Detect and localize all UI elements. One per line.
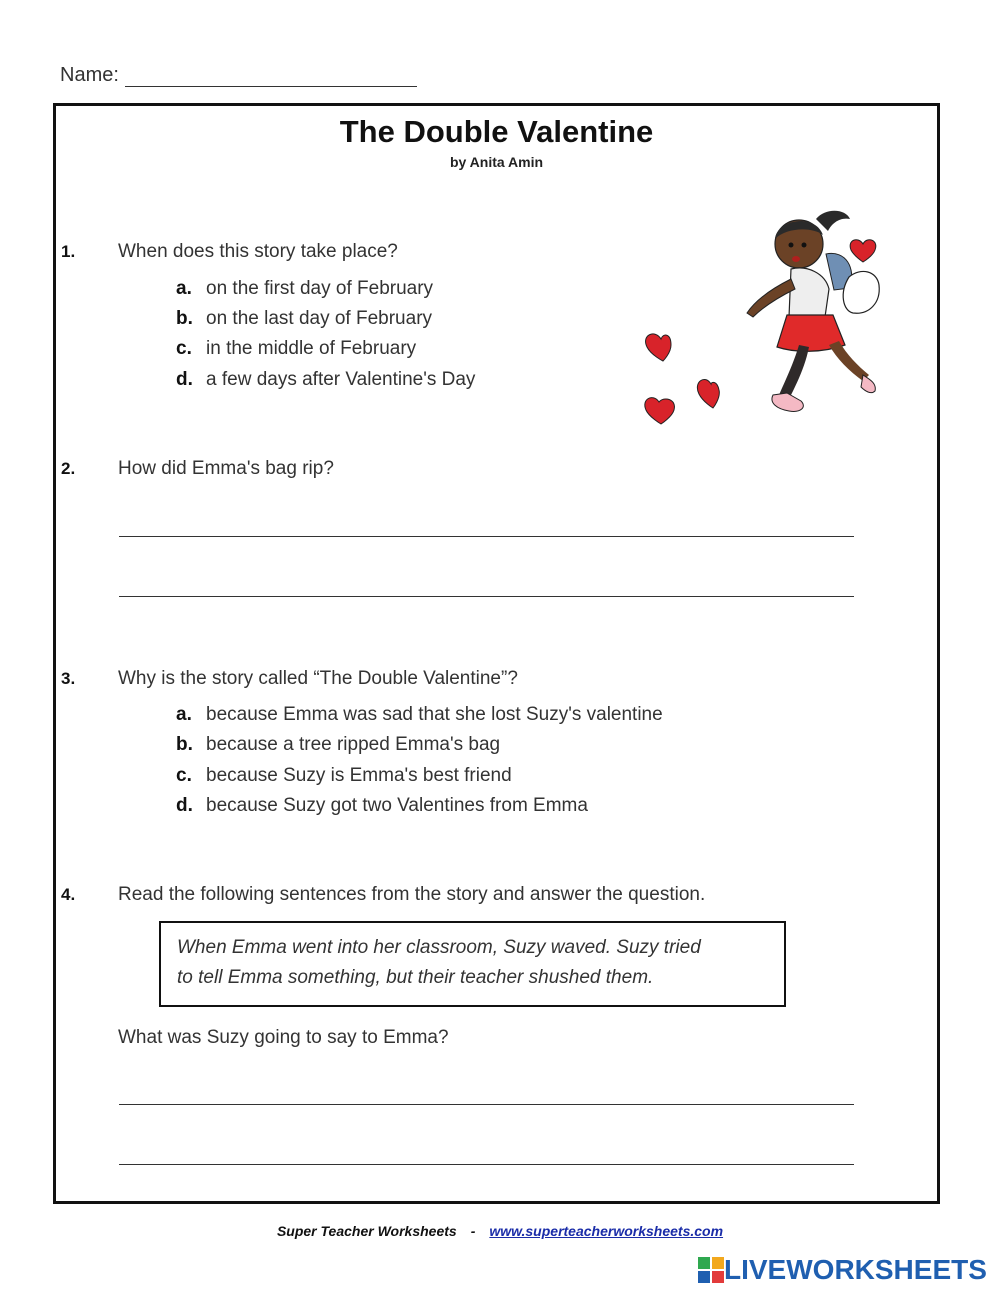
liveworksheets-logo <box>698 1254 987 1286</box>
option-text: in the middle of February <box>206 338 417 359</box>
quote-line: to tell Emma something, but their teacher shushed them. <box>177 967 654 988</box>
answer-option[interactable] <box>176 734 500 756</box>
option-text: on the last day of February <box>206 308 433 329</box>
footer-link[interactable]: www.superteacherworksheets.com <box>489 1223 724 1239</box>
question-number: 2. <box>61 459 76 478</box>
question-text: Why is the story called “The Double Valentine”? <box>118 668 518 689</box>
worksheet-author: by Anita Amin <box>449 154 544 170</box>
worksheet-frame <box>53 103 940 1204</box>
answer-line[interactable] <box>119 596 854 597</box>
question-number: 4. <box>61 885 76 904</box>
liveworksheets-logo-text: LIVEWORKSHEETS <box>724 1254 987 1285</box>
story-quote-box <box>159 921 786 1007</box>
name-blank-line[interactable] <box>125 66 417 87</box>
option-text: because Suzy is Emma's best friend <box>206 765 512 786</box>
answer-option[interactable] <box>176 704 663 726</box>
heart-icon <box>646 334 671 361</box>
option-text: because Suzy got two Valentines from Emma <box>206 795 588 816</box>
option-text: a few days after Valentine's Day <box>206 369 476 390</box>
option-letter: a. <box>176 704 192 725</box>
answer-line[interactable] <box>119 1104 854 1105</box>
answer-option[interactable] <box>176 338 416 360</box>
option-letter: b. <box>176 308 193 329</box>
page-footer <box>0 1223 1000 1239</box>
answer-option[interactable] <box>176 369 475 391</box>
option-letter: b. <box>176 734 193 755</box>
answer-option[interactable] <box>176 308 432 330</box>
answer-line[interactable] <box>119 1164 854 1165</box>
name-field <box>60 64 417 87</box>
footer-brand: Super Teacher Worksheets <box>276 1223 457 1239</box>
question-text: When does this story take place? <box>118 241 398 262</box>
option-text: because Emma was sad that she lost Suzy's valentine <box>206 704 663 725</box>
question-number: 1. <box>61 242 76 261</box>
followup-question: What was Suzy going to say to Emma? <box>118 1027 449 1048</box>
worksheet-title: The Double Valentine <box>339 114 654 149</box>
option-letter: d. <box>176 369 193 390</box>
option-text: on the first day of February <box>206 278 434 299</box>
option-letter: a. <box>176 278 192 299</box>
option-letter: c. <box>176 338 192 359</box>
answer-option[interactable] <box>176 278 433 300</box>
option-text: because a tree ripped Emma's bag <box>206 734 501 755</box>
option-letter: c. <box>176 765 192 786</box>
heart-icon <box>850 240 876 262</box>
quote-line: When Emma went into her classroom, Suzy waved. Suzy tried <box>177 937 701 958</box>
answer-option[interactable] <box>176 765 512 787</box>
footer-separator: - <box>470 1223 476 1239</box>
heart-icon <box>645 398 675 424</box>
answer-line[interactable] <box>119 536 854 537</box>
question-number: 3. <box>61 669 76 688</box>
question-text: Read the following sentences from the story and answer the question. <box>118 884 706 905</box>
running-girl-illustration <box>641 199 901 444</box>
option-letter: d. <box>176 795 193 816</box>
question-text: How did Emma's bag rip? <box>118 458 334 479</box>
name-label: Name: <box>60 64 119 86</box>
heart-icon <box>697 379 719 408</box>
liveworksheets-blocks-icon <box>698 1257 724 1283</box>
answer-option[interactable] <box>176 795 588 817</box>
